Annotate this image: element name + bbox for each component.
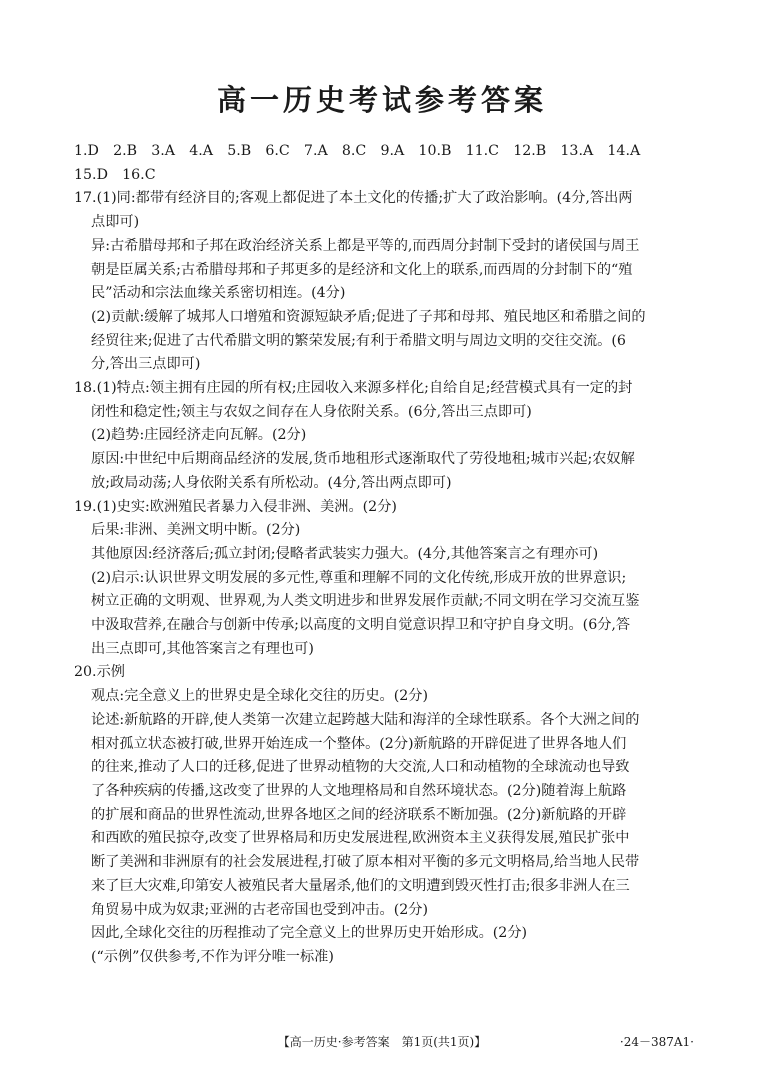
text-line: 断了美洲和非洲原有的社会发展进程,打破了原本相对平衡的多元文明格局,给当地人民带 bbox=[91, 854, 640, 871]
text-line: 角贸易中成为奴隶;亚洲的古老帝国也受到冲击。(2分) bbox=[91, 901, 429, 918]
text-line: 出三点即可,其他答案言之有理也可) bbox=[91, 640, 314, 657]
text-line: 原因:中世纪中后期商品经济的发展,货币地租形式逐渐取代了劳役地租;城市兴起;农奴解 bbox=[91, 451, 635, 468]
page-title: 高一历史考试参考答案 bbox=[216, 83, 547, 117]
text-line: 1.D 2.B 3.A 4.A 5.B 6.C 7.A 8.C 9.A 10.B 11.C 12.B 13.A 14.A bbox=[74, 143, 641, 159]
text-line: 20.示例 bbox=[74, 664, 125, 681]
text-line: 17.(1)同:都带有经济目的;客观上都促进了本土文化的传播;扩大了政治影响。(4分,答出两 bbox=[74, 190, 633, 207]
page-footer bbox=[0, 1032, 764, 1052]
text-line: 闭性和稳定性;领主与农奴之间存在人身依附关系。(6分,答出三点即可) bbox=[91, 403, 532, 420]
text-line: 后果:非洲、美洲文明中断。(2分) bbox=[91, 522, 301, 539]
answer-body bbox=[74, 140, 694, 970]
text-line: 其他原因:经济落后;孤立封闭;侵略者武装实力强大。(4分,其他答案言之有理亦可) bbox=[91, 545, 599, 562]
text-line: 树立正确的文明观、世界观,为人类文明进步和世界发展作贡献;不同文明在学习交流互鉴 bbox=[91, 593, 640, 610]
footer-doc-code: ·24－387A1· bbox=[619, 1035, 694, 1049]
text-line: (2)贡献:缓解了城邦人口增殖和资源短缺矛盾;促进了子邦和母邦、殖民地区和希腊之间的 bbox=[91, 308, 646, 325]
text-line: 点即可) bbox=[91, 214, 140, 231]
text-line: 经贸往来;促进了古代希腊文明的繁荣发展;有利于希腊文明与周边文明的交往交流。(6 bbox=[91, 332, 626, 349]
text-line: 和西欧的殖民掠夺,改变了世界格局和历史发展进程,欧洲资本主义获得发展,殖民扩张中 bbox=[91, 830, 630, 847]
text-line: 19.(1)史实:欧洲殖民者暴力入侵非洲、美洲。(2分) bbox=[74, 498, 397, 515]
text-line: 因此,全球化交往的历程推动了完全意义上的世界历史开始形成。(2分) bbox=[91, 925, 528, 942]
text-line: (2)趋势:庄园经济走向瓦解。(2分) bbox=[91, 427, 307, 444]
text-line: 观点:完全意义上的世界史是全球化交往的历史。(2分) bbox=[91, 688, 429, 705]
text-line: 的扩展和商品的世界性流动,世界各地区之间的经济联系不断加强。(2分)新航路的开辟 bbox=[91, 806, 627, 823]
text-line: 中汲取营养,在融合与创新中传承;以高度的文明自觉意识捍卫和守护自身文明。(6分,答 bbox=[91, 617, 631, 634]
text-line: 15.D 16.C bbox=[74, 166, 156, 183]
text-line: 民”活动和宗法血缘关系密切相连。(4分) bbox=[91, 285, 346, 302]
text-line: (“示例”仅供参考,不作为评分唯一标准) bbox=[91, 948, 334, 965]
footer-page-info: 【高一历史·参考答案 第1页(共1页)】 bbox=[277, 1035, 487, 1049]
text-line: (2)启示:认识世界文明发展的多元性,尊重和理解不同的文化传统,形成开放的世界意识; bbox=[91, 569, 627, 586]
text-line: 异:古希腊母邦和子邦在政治经济关系上都是平等的,而西周分封制下受封的诸侯国与周王 bbox=[91, 237, 640, 254]
text-line: 分,答出三点即可) bbox=[91, 356, 201, 373]
text-line: 了各种疾病的传播,这改变了世界的人文地理格局和自然环境状态。(2分)随着海上航路 bbox=[91, 782, 627, 799]
text-line: 来了巨大灾难,印第安人被殖民者大量屠杀,他们的文明遭到毁灭性打击;很多非洲人在三 bbox=[91, 877, 630, 894]
text-line: 论述:新航路的开辟,使人类第一次建立起跨越大陆和海洋的全球性联系。各个大洲之间的 bbox=[91, 711, 640, 728]
text-line: 放;政局动荡;人身依附关系有所松动。(4分,答出两点即可) bbox=[91, 474, 452, 491]
text-line: 朝是臣属关系;古希腊母邦和子邦更多的是经济和文化上的联系,而西周的分封制下的“殖 bbox=[91, 261, 633, 278]
text-line: 的往来,推动了人口的迁移,促进了世界动植物的大交流,人口和动植物的全球流动也导致 bbox=[91, 759, 630, 776]
text-line: 相对孤立状态被打破,世界开始连成一个整体。(2分)新航路的开辟促进了世界各地人们 bbox=[91, 735, 627, 752]
text-line: 18.(1)特点:领主拥有庄园的所有权;庄园收入来源多样化;自给自足;经营模式具有一定的封 bbox=[74, 380, 633, 397]
